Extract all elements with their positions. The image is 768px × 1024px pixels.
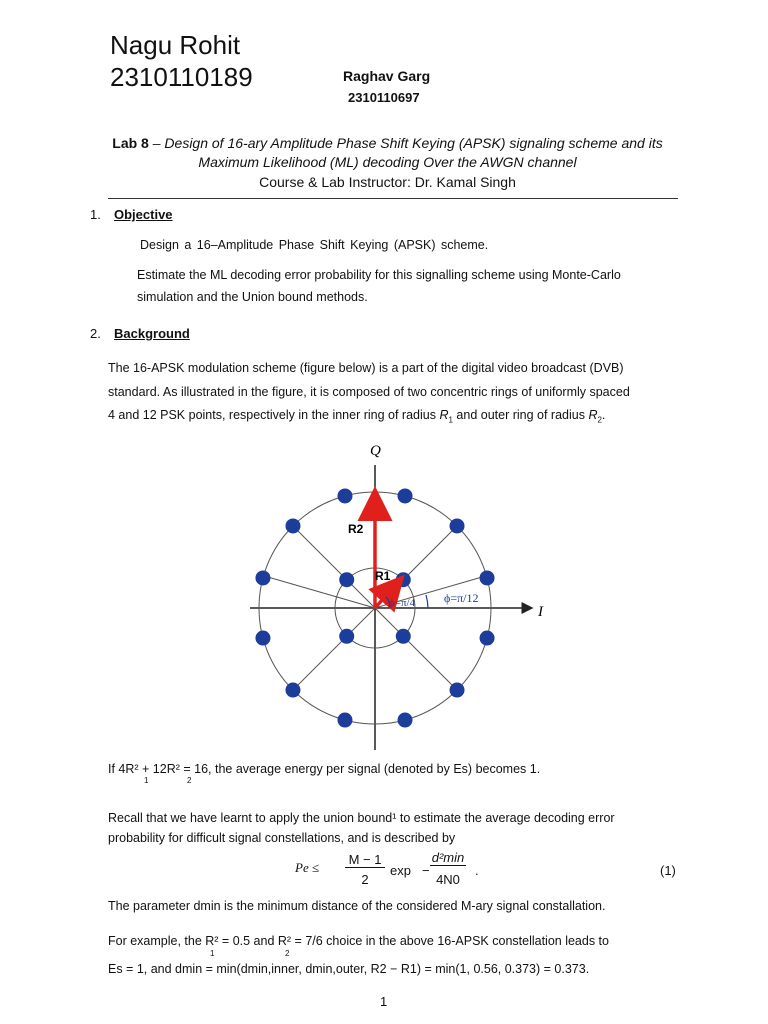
section-objective-heading bbox=[90, 207, 173, 222]
eq-exp-den: 4N0 bbox=[436, 872, 460, 887]
section-title: Background bbox=[114, 326, 190, 341]
objective-item-1: Design a 16–Amplitude Phase Shift Keying (APSK) scheme. bbox=[140, 238, 489, 252]
outer-point bbox=[337, 713, 352, 728]
title-divider bbox=[108, 198, 678, 199]
background-line-3-mid: and outer ring of radius bbox=[452, 408, 589, 422]
outer-point bbox=[398, 488, 413, 503]
r1-subscript: 1 bbox=[448, 415, 453, 425]
eq-exp: exp bbox=[390, 863, 411, 878]
phi2-label: ϕ=π/12 bbox=[444, 591, 479, 605]
author-roll: 2310110189 bbox=[110, 62, 253, 92]
apsk-constellation-figure bbox=[230, 435, 550, 755]
author-name: Nagu Rohit bbox=[110, 30, 241, 60]
partner-roll: 2310110697 bbox=[348, 90, 420, 105]
outer-point bbox=[480, 570, 495, 585]
energy-subscript-2: 2 bbox=[187, 776, 192, 785]
page-number: 1 bbox=[380, 994, 388, 1009]
eq-exp-num: d²min bbox=[431, 850, 465, 865]
outer-point bbox=[450, 518, 465, 533]
eq-frac-den: 2 bbox=[361, 872, 369, 887]
r1-label: R1 bbox=[375, 569, 391, 583]
lab-title bbox=[100, 134, 675, 172]
outer-point bbox=[398, 713, 413, 728]
outer-point bbox=[480, 631, 495, 646]
energy-line: If 4R² + 12R² = 16, the average energy per signal (denoted by Es) becomes 1. bbox=[108, 762, 541, 776]
example-subscript-1: 1 bbox=[210, 949, 215, 958]
background-line-3-text: 4 and 12 PSK points, respectively in the inner ring of radius bbox=[108, 408, 440, 422]
outer-point bbox=[285, 683, 300, 698]
param-line: The parameter dmin is the minimum distance of the considered M-ary signal constallation. bbox=[108, 899, 606, 913]
background-line-1: The 16-APSK modulation scheme (figure below) is a part of the digital video broadcast (DVB) bbox=[108, 361, 624, 375]
r2-symbol: R bbox=[588, 408, 598, 422]
outer-point bbox=[450, 683, 465, 698]
background-line-2: standard. As illustrated in the figure, it is composed of two concentric rings of uniformly spaced bbox=[108, 385, 630, 399]
r1-symbol: R bbox=[439, 408, 449, 422]
outer-point bbox=[255, 570, 270, 585]
background-line-3: 4 and 12 PSK points, respectively in the inner ring of radius $R_1$ and outer ring of radius $R_2$. bbox=[108, 408, 606, 425]
section-title: Objective bbox=[114, 207, 173, 222]
phi1-label: ϕ=π/4 bbox=[389, 597, 416, 609]
r2-label: R2 bbox=[348, 522, 364, 536]
lab-number: Lab 8 bbox=[112, 135, 149, 151]
instructor-line: Course & Lab Instructor: Dr. Kamal Singh bbox=[259, 174, 516, 190]
eq-dot: . bbox=[475, 863, 479, 878]
eq-pe: Pe ≤ bbox=[295, 860, 320, 875]
inner-point bbox=[339, 572, 354, 587]
objective-item-2b: simulation and the Union bound methods. bbox=[137, 290, 368, 304]
objective-item-2a: Estimate the ML decoding error probability for this signalling scheme using Monte-Carlo bbox=[137, 268, 621, 282]
eq-number: (1) bbox=[660, 863, 676, 878]
energy-subscript-1: 1 bbox=[144, 776, 149, 785]
r2-subscript: 2 bbox=[597, 415, 602, 425]
q-axis-label: Q bbox=[370, 443, 381, 459]
lab-title-line1: Design of 16-ary Amplitude Phase Shift Keying (APSK) signaling scheme and its bbox=[164, 135, 663, 151]
section-number: 2. bbox=[90, 326, 101, 341]
section-background-heading bbox=[90, 326, 190, 341]
union-line-1: Recall that we have learnt to apply the union bound¹ to estimate the average decoding error bbox=[108, 811, 615, 825]
phi2-arc bbox=[426, 595, 428, 608]
union-line-2: probability for difficult signal constellations, and is described by bbox=[108, 831, 456, 845]
inner-point bbox=[396, 629, 411, 644]
lab-dash: – bbox=[148, 135, 165, 151]
eq-minus: − bbox=[422, 863, 430, 878]
partner-name: Raghav Garg bbox=[343, 68, 431, 84]
outer-point bbox=[337, 488, 352, 503]
outer-point bbox=[255, 631, 270, 646]
section-number: 1. bbox=[90, 207, 101, 222]
outer-point bbox=[285, 518, 300, 533]
i-axis-label: I bbox=[538, 604, 543, 620]
eq-frac-num: M − 1 bbox=[345, 852, 385, 868]
example-subscript-2: 2 bbox=[285, 949, 290, 958]
inner-point bbox=[339, 629, 354, 644]
example-line-1: For example, the R² = 0.5 and R² = 7/6 choice in the above 16-APSK constellation leads to bbox=[108, 934, 609, 948]
example-line-2: Es = 1, and dmin = min(dmin,inner, dmin,outer, R2 − R1) = min(1, 0.56, 0.373) = 0.373. bbox=[108, 962, 590, 976]
lab-title-line2: Maximum Likelihood (ML) decoding Over the AWGN channel bbox=[198, 154, 577, 170]
